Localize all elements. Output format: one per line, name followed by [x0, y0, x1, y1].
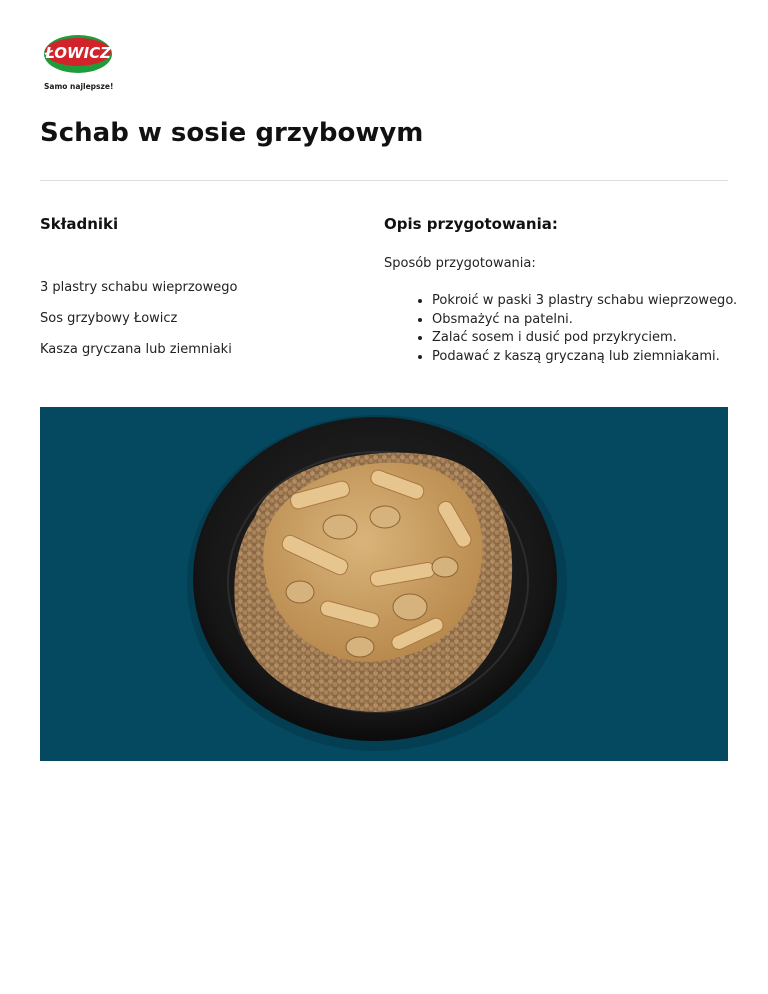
method-section: [384, 214, 744, 364]
method-step: • Obsmażyć na patelni.: [432, 311, 762, 330]
ingredients-section: [40, 214, 340, 357]
logo-wordmark: ŁOWICZ: [44, 44, 112, 62]
ingredients-list: [40, 280, 237, 373]
method-steps-list: [384, 292, 762, 366]
method-step: • Podawać z kaszą gryczaną lub ziemniakami.: [432, 348, 762, 367]
title-divider: [40, 180, 728, 181]
method-heading: Opis przygotowania:: [384, 215, 558, 233]
method-step: • Zalać sosem i dusić pod przykryciem.: [432, 329, 762, 348]
method-step: • Pokroić w paski 3 plastry schabu wieprzowego.: [432, 292, 762, 311]
ingredients-heading: Składniki: [40, 215, 119, 233]
brand-tagline: Samo najlepsze!: [44, 82, 114, 91]
method-subheading: Sposób przygotowania:: [384, 256, 536, 271]
recipe-title: Schab w sosie grzybowym: [40, 118, 424, 148]
ingredient-item: Sos grzybowy Łowicz: [40, 311, 178, 326]
dish-photo: [40, 407, 728, 761]
ingredient-item: 3 plastry schabu wieprzowego: [40, 280, 238, 295]
dish-illustration: [40, 407, 728, 761]
ingredient-item: Kasza gryczana lub ziemniaki: [40, 342, 232, 357]
